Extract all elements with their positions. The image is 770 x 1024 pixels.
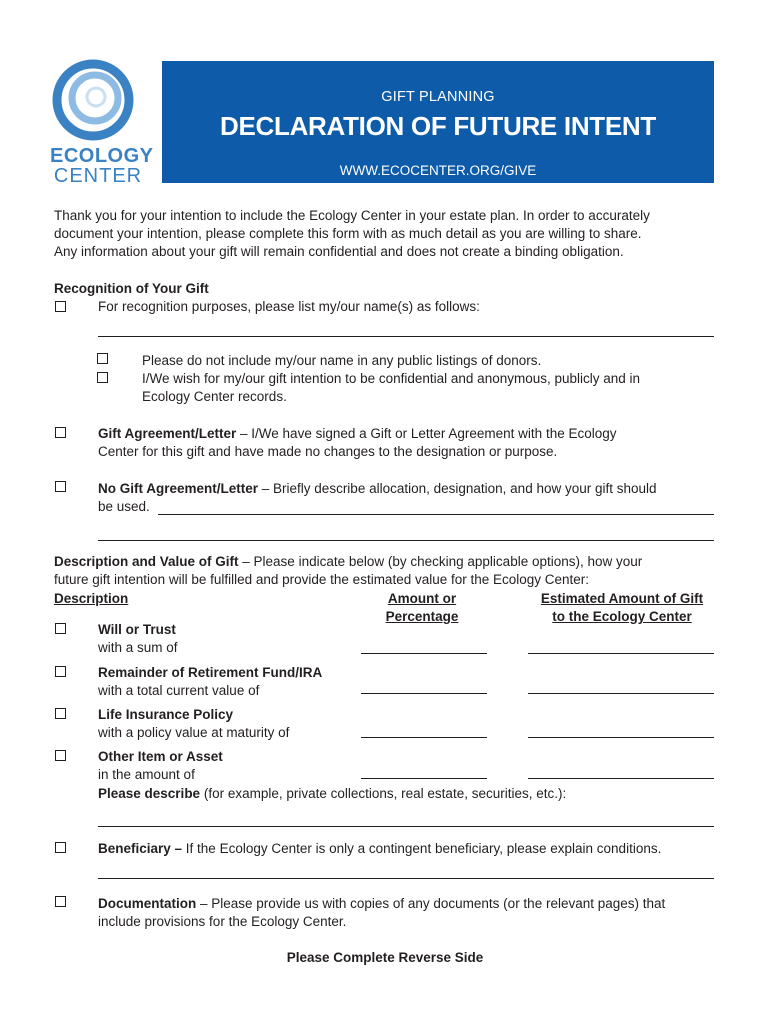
gift-agreement-text-line-2: Center for this gift and have made no changes to the designation or purpose. — [98, 444, 558, 459]
intro-line-3: Any information about your gift will remain confidential and does not create a binding obligation. — [54, 244, 624, 259]
column-header-estimate-line-1: Estimated Amount of Gift — [540, 591, 704, 606]
description-heading: Description and Value of Gift — [54, 554, 239, 569]
intro-line-2: document your intention, please complete this form with as much detail as you are willing to share. — [54, 226, 642, 241]
no-gift-agreement-desc: – Briefly describe allocation, designation, and how your gift should — [258, 481, 657, 496]
life-insurance-checkbox[interactable] — [55, 708, 66, 719]
documentation-checkbox[interactable] — [55, 896, 66, 907]
will-trust-checkbox[interactable] — [55, 623, 66, 634]
will-trust-estimate-field[interactable] — [528, 653, 714, 654]
confidential-checkbox[interactable] — [97, 372, 108, 383]
other-asset-checkbox[interactable] — [55, 750, 66, 761]
no-gift-agreement-label: No Gift Agreement/Letter — [98, 481, 259, 496]
gift-agreement-label: Gift Agreement/Letter — [98, 426, 237, 441]
logo-text-center: CENTER — [53, 165, 143, 187]
life-insurance-amount-field[interactable] — [361, 737, 487, 738]
allocation-field-line-1[interactable] — [158, 514, 714, 515]
no-gift-agreement-checkbox[interactable] — [55, 481, 66, 492]
describe-field[interactable] — [98, 826, 714, 827]
no-gift-agreement-text-line-1 — [98, 480, 657, 498]
other-asset-title: Other Item or Asset — [98, 749, 223, 764]
column-header-amount-line-2: Percentage — [385, 609, 459, 624]
reverse-side-note: Please Complete Reverse Side — [286, 950, 484, 965]
other-asset-estimate-field[interactable] — [528, 778, 714, 779]
gift-agreement-checkbox[interactable] — [55, 427, 66, 438]
description-text-line-1 — [54, 553, 642, 571]
will-trust-sub: with a sum of — [98, 640, 178, 655]
documentation-desc: – Please provide us with copies of any documents (or the relevant pages) that — [196, 896, 666, 911]
logo-text-ecology: ECOLOGY — [50, 145, 154, 167]
description-desc: – Please indicate below (by checking applicable options), how your — [238, 554, 643, 569]
life-insurance-estimate-field[interactable] — [528, 737, 714, 738]
recognition-heading: Recognition of Your Gift — [54, 281, 209, 296]
no-gift-agreement-text-line-2: be used. — [98, 499, 150, 514]
confidential-label-line-1: I/We wish for my/our gift intention to be confidential and anonymous, publicly and in — [142, 371, 641, 386]
please-describe-text — [98, 785, 566, 803]
beneficiary-text — [98, 840, 661, 858]
intro-line-1: Thank you for your intention to include the Ecology Center in your estate plan. In order to accurately — [54, 208, 650, 223]
will-trust-amount-field[interactable] — [361, 653, 487, 654]
page-title: DECLARATION OF FUTURE INTENT — [220, 111, 656, 141]
gift-agreement-desc: – I/We have signed a Gift or Letter Agreement with the Ecology — [236, 426, 617, 441]
recognition-name-field[interactable] — [98, 336, 714, 337]
will-trust-title: Will or Trust — [98, 622, 176, 637]
retirement-estimate-field[interactable] — [528, 693, 714, 694]
no-name-label: Please do not include my/our name in any public listings of donors. — [142, 353, 542, 368]
please-describe-label: Please describe — [98, 786, 201, 801]
beneficiary-field[interactable] — [98, 878, 714, 879]
column-header-estimate-line-2: to the Ecology Center — [552, 609, 692, 624]
other-asset-sub: in the amount of — [98, 767, 195, 782]
column-header-amount-line-1: Amount or — [387, 591, 457, 606]
column-header-description: Description — [54, 591, 129, 606]
confidential-label-line-2: Ecology Center records. — [142, 389, 287, 404]
website-link[interactable]: WWW.ECOCENTER.ORG/GIVE — [339, 163, 537, 178]
life-insurance-sub: with a policy value at maturity of — [98, 725, 290, 740]
other-asset-amount-field[interactable] — [361, 778, 487, 779]
description-text-line-2: future gift intention will be fulfilled and provide the estimated value for the Ecology Center: — [54, 572, 590, 587]
banner-kicker: GIFT PLANNING — [381, 89, 495, 105]
please-describe-desc: (for example, private collections, real estate, securities, etc.): — [200, 786, 567, 801]
beneficiary-checkbox[interactable] — [55, 842, 66, 853]
beneficiary-label: Beneficiary – — [98, 841, 183, 856]
retirement-checkbox[interactable] — [55, 666, 66, 677]
documentation-label: Documentation — [98, 896, 197, 911]
retirement-sub: with a total current value of — [98, 683, 260, 698]
life-insurance-title: Life Insurance Policy — [98, 707, 234, 722]
recognition-list-label: For recognition purposes, please list my/our name(s) as follows: — [98, 299, 480, 314]
beneficiary-desc: If the Ecology Center is only a contingent beneficiary, please explain conditions. — [182, 841, 662, 856]
documentation-text-line-2: include provisions for the Ecology Center. — [98, 914, 347, 929]
retirement-title: Remainder of Retirement Fund/IRA — [98, 665, 323, 680]
documentation-text-line-1 — [98, 895, 665, 913]
retirement-amount-field[interactable] — [361, 693, 487, 694]
no-name-checkbox[interactable] — [97, 353, 108, 364]
header-banner — [162, 61, 714, 183]
allocation-field-line-2[interactable] — [98, 540, 714, 541]
recognition-list-checkbox[interactable] — [55, 301, 66, 312]
gift-agreement-text-line-1 — [98, 425, 617, 443]
